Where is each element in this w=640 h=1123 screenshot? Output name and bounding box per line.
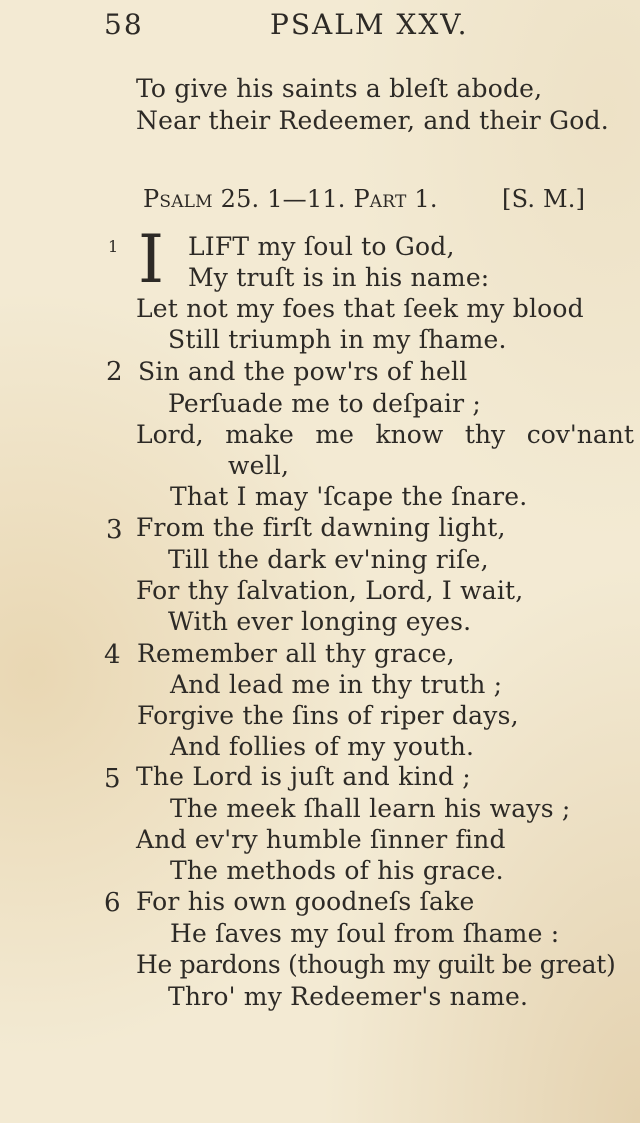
verse-4-line-2: And lead me in thy truth ; bbox=[170, 670, 503, 699]
verse-5-line-1: The Lord is juſt and kind ; bbox=[136, 762, 471, 791]
verse-number-1: 1 bbox=[108, 237, 119, 256]
verse-4-line-1: Remember all thy grace, bbox=[137, 639, 455, 668]
verse-number-2: 2 bbox=[106, 357, 123, 387]
verse-2-line-3-runover: well, bbox=[228, 451, 290, 480]
verse-2-line-2: Perſuade me to deſpair ; bbox=[168, 389, 482, 418]
verse-6-line-4: Thro' my Redeemer's name. bbox=[168, 982, 529, 1011]
verse-1-line-2: My truſt is in his name: bbox=[188, 263, 490, 292]
verse-3-line-3: For thy ſalvation, Lord, I wait, bbox=[136, 576, 524, 605]
verse-5-line-3: And ev'ry humble ſinner find bbox=[136, 825, 506, 854]
intro-line-1: To give his saints a bleſt abode, bbox=[136, 74, 543, 103]
verse-3-line-2: Till the dark ev'ning riſe, bbox=[168, 545, 489, 574]
verse-2-line-4: That I may 'ſcape the ſnare. bbox=[170, 482, 528, 511]
verse-6-line-2: He ſaves my ſoul from ſhame : bbox=[170, 919, 560, 948]
verse-2-line-3 bbox=[136, 420, 634, 450]
verse-6-line-3: He pardons (though my guilt be great) bbox=[136, 950, 616, 979]
verse-number-5: 5 bbox=[104, 764, 121, 794]
verse-2-line-1: Sin and the pow'rs of hell bbox=[138, 357, 468, 386]
word: thy bbox=[464, 420, 506, 449]
verse-3-line-4: With ever longing eyes. bbox=[168, 607, 472, 636]
verse-number-3: 3 bbox=[106, 515, 123, 545]
verse-4-line-3: Forgive the ſins of riper days, bbox=[137, 701, 519, 730]
psalm-heading: Psalm 25. 1—11. Part 1. bbox=[143, 185, 438, 213]
intro-line-2: Near their Redeemer, and their God. bbox=[136, 106, 609, 135]
verse-number-4: 4 bbox=[104, 640, 121, 670]
word: Lord, bbox=[136, 420, 204, 449]
word: know bbox=[375, 420, 444, 449]
verse-5-line-4: The methods of his grace. bbox=[170, 856, 504, 885]
verse-6-line-1: For his own goodneſs ſake bbox=[136, 887, 475, 916]
drop-cap: I bbox=[138, 221, 165, 298]
word: cov'nant bbox=[526, 420, 634, 449]
verse-number-6: 6 bbox=[104, 888, 121, 918]
verse-5-line-2: The meek ſhall learn his ways ; bbox=[170, 794, 571, 823]
page-number: 58 bbox=[104, 8, 144, 41]
verse-4-line-4: And follies of my youth. bbox=[170, 732, 475, 761]
verse-1-line-1: LIFT my ſoul to God, bbox=[188, 232, 455, 261]
running-head: PSALM XXV. bbox=[270, 8, 469, 41]
word: me bbox=[315, 420, 354, 449]
verse-3-line-1: From the firſt dawning light, bbox=[136, 513, 506, 542]
meter-label: [S. M.] bbox=[502, 185, 586, 213]
verse-1-line-3: Let not my foes that ſeek my blood bbox=[136, 294, 584, 323]
verse-1-line-4: Still triumph in my ſhame. bbox=[168, 325, 507, 354]
word: make bbox=[225, 420, 294, 449]
